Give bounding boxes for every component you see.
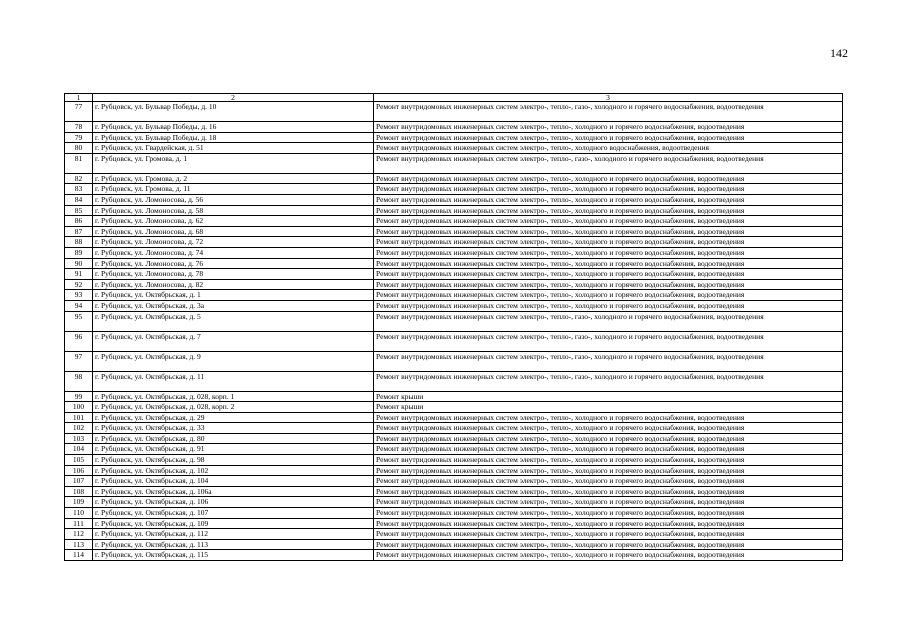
work-description-cell: Ремонт внутридомовых инженерных систем электро-, тепло-, холодного и горячего водоснабжения, водоотведения: [374, 205, 843, 216]
work-description-cell: Ремонт внутридомовых инженерных систем электро-, тепло-, холодного и горячего водоснабжения, водоотведения: [374, 173, 843, 184]
row-number-cell: 106: [65, 465, 93, 476]
address-cell: г. Рубцовск, ул. Октябрьская, д. 33: [93, 423, 374, 434]
row-number-cell: 97: [65, 351, 93, 371]
row-number-cell: 101: [65, 412, 93, 423]
work-description-cell: Ремонт внутридомовых инженерных систем электро-, тепло-, газо-, холодного и горячего водоснабжения, водоотведения: [374, 153, 843, 173]
address-cell: г. Рубцовск, ул. Октябрьская, д. 9: [93, 351, 374, 371]
work-description-cell: Ремонт внутридомовых инженерных систем электро-, тепло-, холодного и горячего водоснабжения, водоотведения: [374, 529, 843, 540]
work-description-cell: Ремонт внутридомовых инженерных систем электро-, тепло-, холодного и горячего водоснабжения, водоотведения: [374, 486, 843, 497]
table-row: [65, 290, 843, 301]
address-cell: г. Рубцовск, ул. Бульвар Победы, д. 16: [93, 122, 374, 133]
work-description-cell: Ремонт внутридомовых инженерных систем электро-, тепло-, холодного и горячего водоснабжения, водоотведения: [374, 247, 843, 258]
row-number-cell: 112: [65, 529, 93, 540]
address-cell: г. Рубцовск, ул. Октябрьская, д. 104: [93, 476, 374, 487]
table-row: [65, 102, 843, 122]
address-cell: г. Рубцовск, ул. Ломоносова, д. 68: [93, 226, 374, 237]
work-description-cell: Ремонт внутридомовых инженерных систем электро-, тепло-, холодного и горячего водоснабжения, водоотведения: [374, 423, 843, 434]
address-cell: г. Рубцовск, ул. Ломоносова, д. 74: [93, 247, 374, 258]
work-description-cell: Ремонт внутридомовых инженерных систем электро-, тепло-, газо-, холодного и горячего водоснабжения, водоотведения: [374, 331, 843, 351]
address-cell: г. Рубцовск, ул. Октябрьская, д. 106: [93, 497, 374, 508]
header-col-3: 3: [374, 94, 843, 102]
table-row: [65, 153, 843, 173]
table-row: [65, 391, 843, 402]
table-row: [65, 539, 843, 550]
table-row: [65, 279, 843, 290]
header-col-2: 2: [93, 94, 374, 102]
address-cell: г. Рубцовск, ул. Ломоносова, д. 76: [93, 258, 374, 269]
address-cell: г. Рубцовск, ул. Октябрьская, д. 112: [93, 529, 374, 540]
work-description-cell: Ремонт внутридомовых инженерных систем электро-, тепло-, холодного и горячего водоснабжения, водоотведения: [374, 184, 843, 195]
address-cell: г. Рубцовск, ул. Громова, д. 11: [93, 184, 374, 195]
work-description-cell: Ремонт внутридомовых инженерных систем электро-, тепло-, газо-, холодного и горячего водоснабжения, водоотведения: [374, 351, 843, 371]
work-description-cell: Ремонт внутридомовых инженерных систем электро-, тепло-, холодного и горячего водоснабжения, водоотведения: [374, 300, 843, 311]
work-description-cell: Ремонт внутридомовых инженерных систем электро-, тепло-, холодного и горячего водоснабжения, водоотведения: [374, 465, 843, 476]
table-row: [65, 237, 843, 248]
table-row: [65, 497, 843, 508]
address-cell: г. Рубцовск, ул. Октябрьская, д. 80: [93, 433, 374, 444]
address-cell: г. Рубцовск, ул. Октябрьская, д. 113: [93, 539, 374, 550]
address-cell: г. Рубцовск, ул. Ломоносова, д. 56: [93, 194, 374, 205]
row-number-cell: 109: [65, 497, 93, 508]
row-number-cell: 88: [65, 237, 93, 248]
work-description-cell: Ремонт внутридомовых инженерных систем электро-, тепло-, холодного и горячего водоснабжения, водоотведения: [374, 476, 843, 487]
row-number-cell: 94: [65, 300, 93, 311]
table-row: [65, 351, 843, 371]
table-row: [65, 423, 843, 434]
work-description-cell: Ремонт крыши: [374, 391, 843, 402]
repair-registry-table: [64, 93, 843, 561]
work-description-cell: Ремонт крыши: [374, 402, 843, 413]
row-number-cell: 78: [65, 122, 93, 133]
row-number-cell: 81: [65, 153, 93, 173]
row-number-cell: 99: [65, 391, 93, 402]
work-description-cell: Ремонт внутридомовых инженерных систем электро-, тепло-, холодного и горячего водоснабжения, водоотведения: [374, 550, 843, 561]
row-number-cell: 100: [65, 402, 93, 413]
row-number-cell: 87: [65, 226, 93, 237]
row-number-cell: 103: [65, 433, 93, 444]
row-number-cell: 80: [65, 143, 93, 154]
table-row: [65, 550, 843, 561]
work-description-cell: Ремонт внутридомовых инженерных систем электро-, тепло-, газо-, холодного и горячего водоснабжения, водоотведения: [374, 102, 843, 122]
work-description-cell: Ремонт внутридомовых инженерных систем электро-, тепло-, газо-, холодного и горячего водоснабжения, водоотведения: [374, 371, 843, 391]
row-number-cell: 82: [65, 173, 93, 184]
work-description-cell: Ремонт внутридомовых инженерных систем электро-, тепло-, холодного и горячего водоснабжения, водоотведения: [374, 269, 843, 280]
address-cell: г. Рубцовск, ул. Ломоносова, д. 72: [93, 237, 374, 248]
table-row: [65, 476, 843, 487]
address-cell: г. Рубцовск, ул. Ломоносова, д. 58: [93, 205, 374, 216]
table-row: [65, 311, 843, 331]
table-row: [65, 269, 843, 280]
table-row: [65, 412, 843, 423]
address-cell: г. Рубцовск, ул. Октябрьская, д. 107: [93, 508, 374, 519]
row-number-cell: 98: [65, 371, 93, 391]
row-number-cell: 93: [65, 290, 93, 301]
row-number-cell: 107: [65, 476, 93, 487]
address-cell: г. Рубцовск, ул. Октябрьская, д. 91: [93, 444, 374, 455]
table-row: [65, 465, 843, 476]
work-description-cell: Ремонт внутридомовых инженерных систем электро-, тепло-, холодного и горячего водоснабжения, водоотведения: [374, 194, 843, 205]
address-cell: г. Рубцовск, ул. Бульвар Победы, д. 10: [93, 102, 374, 122]
address-cell: г. Рубцовск, ул. Октябрьская, д. 109: [93, 518, 374, 529]
table-header-row: [65, 94, 843, 102]
work-description-cell: Ремонт внутридомовых инженерных систем электро-, тепло-, холодного и горячего водоснабжения, водоотведения: [374, 412, 843, 423]
work-description-cell: Ремонт внутридомовых инженерных систем электро-, тепло-, холодного и горячего водоснабжения, водоотведения: [374, 539, 843, 550]
row-number-cell: 113: [65, 539, 93, 550]
table-row: [65, 258, 843, 269]
work-description-cell: Ремонт внутридомовых инженерных систем электро-, тепло-, холодного и горячего водоснабжения, водоотведения: [374, 122, 843, 133]
table-row: [65, 529, 843, 540]
row-number-cell: 89: [65, 247, 93, 258]
row-number-cell: 102: [65, 423, 93, 434]
work-description-cell: Ремонт внутридомовых инженерных систем электро-, тепло-, холодного и горячего водоснабжения, водоотведения: [374, 237, 843, 248]
address-cell: г. Рубцовск, ул. Бульвар Победы, д. 18: [93, 132, 374, 143]
row-number-cell: 84: [65, 194, 93, 205]
work-description-cell: Ремонт внутридомовых инженерных систем электро-, тепло-, холодного и горячего водоснабжения, водоотведения: [374, 444, 843, 455]
address-cell: г. Рубцовск, ул. Октябрьская, д. 115: [93, 550, 374, 561]
row-number-cell: 83: [65, 184, 93, 195]
row-number-cell: 92: [65, 279, 93, 290]
row-number-cell: 95: [65, 311, 93, 331]
table-row: [65, 371, 843, 391]
row-number-cell: 104: [65, 444, 93, 455]
table-row: [65, 331, 843, 351]
row-number-cell: 79: [65, 132, 93, 143]
row-number-cell: 108: [65, 486, 93, 497]
address-cell: г. Рубцовск, ул. Октябрьская, д. 106а: [93, 486, 374, 497]
work-description-cell: Ремонт внутридомовых инженерных систем электро-, тепло-, холодного и горячего водоснабжения, водоотведения: [374, 433, 843, 444]
table-row: [65, 143, 843, 154]
table-row: [65, 518, 843, 529]
table-row: [65, 486, 843, 497]
table-row: [65, 184, 843, 195]
address-cell: г. Рубцовск, ул. Громова, д. 1: [93, 153, 374, 173]
address-cell: г. Рубцовск, ул. Ломоносова, д. 78: [93, 269, 374, 280]
work-description-cell: Ремонт внутридомовых инженерных систем электро-, тепло-, холодного и горячего водоснабжения, водоотведения: [374, 508, 843, 519]
address-cell: г. Рубцовск, ул. Ломоносова, д. 82: [93, 279, 374, 290]
work-description-cell: Ремонт внутридомовых инженерных систем электро-, тепло-, холодного и горячего водоснабжения, водоотведения: [374, 279, 843, 290]
address-cell: г. Рубцовск, ул. Октябрьская, д. 5: [93, 311, 374, 331]
row-number-cell: 114: [65, 550, 93, 561]
work-description-cell: Ремонт внутридомовых инженерных систем электро-, тепло-, холодного и горячего водоснабжения, водоотведения: [374, 518, 843, 529]
page-number: 142: [830, 46, 848, 60]
work-description-cell: Ремонт внутридомовых инженерных систем электро-, тепло-, холодного и горячего водоснабжения, водоотведения: [374, 258, 843, 269]
address-cell: г. Рубцовск, ул. Октябрьская, д. 29: [93, 412, 374, 423]
address-cell: г. Рубцовск, ул. Октябрьская, д. 98: [93, 455, 374, 466]
address-cell: г. Рубцовск, ул. Октябрьская, д. 11: [93, 371, 374, 391]
row-number-cell: 77: [65, 102, 93, 122]
table-row: [65, 122, 843, 133]
row-number-cell: 86: [65, 216, 93, 227]
table-row: [65, 194, 843, 205]
work-description-cell: Ремонт внутридомовых инженерных систем электро-, тепло-, холодного и горячего водоснабжения, водоотведения: [374, 497, 843, 508]
row-number-cell: 105: [65, 455, 93, 466]
table-row: [65, 455, 843, 466]
table-row: [65, 508, 843, 519]
table-row: [65, 226, 843, 237]
table-row: [65, 173, 843, 184]
work-description-cell: Ремонт внутридомовых инженерных систем электро-, тепло-, холодного и горячего водоснабжения, водоотведения: [374, 455, 843, 466]
address-cell: г. Рубцовск, ул. Гвардейская, д. 51: [93, 143, 374, 154]
table-row: [65, 402, 843, 413]
table-row: [65, 132, 843, 143]
table-row: [65, 433, 843, 444]
address-cell: г. Рубцовск, ул. Октябрьская, д. 028, корп. 1: [93, 391, 374, 402]
address-cell: г. Рубцовск, ул. Громова, д. 2: [93, 173, 374, 184]
header-col-1: 1: [65, 94, 93, 102]
address-cell: г. Рубцовск, ул. Октябрьская, д. 7: [93, 331, 374, 351]
table-body: [65, 94, 843, 561]
work-description-cell: Ремонт внутридомовых инженерных систем электро-, тепло-, холодного и горячего водоснабжения, водоотведения: [374, 216, 843, 227]
row-number-cell: 110: [65, 508, 93, 519]
address-cell: г. Рубцовск, ул. Ломоносова, д. 62: [93, 216, 374, 227]
address-cell: г. Рубцовск, ул. Октябрьская, д. 028, корп. 2: [93, 402, 374, 413]
address-cell: г. Рубцовск, ул. Октябрьская, д. 102: [93, 465, 374, 476]
row-number-cell: 91: [65, 269, 93, 280]
row-number-cell: 111: [65, 518, 93, 529]
table-row: [65, 205, 843, 216]
table-row: [65, 216, 843, 227]
table-row: [65, 247, 843, 258]
work-description-cell: Ремонт внутридомовых инженерных систем электро-, тепло-, холодного и горячего водоснабжения, водоотведения: [374, 290, 843, 301]
work-description-cell: Ремонт внутридомовых инженерных систем электро-, тепло-, холодного и горячего водоснабжения, водоотведения: [374, 132, 843, 143]
row-number-cell: 85: [65, 205, 93, 216]
table-row: [65, 300, 843, 311]
address-cell: г. Рубцовск, ул. Октябрьская, д. 1: [93, 290, 374, 301]
row-number-cell: 96: [65, 331, 93, 351]
work-description-cell: Ремонт внутридомовых инженерных систем электро-, тепло-, холодного водоснабжения, водоотведения: [374, 143, 843, 154]
work-description-cell: Ремонт внутридомовых инженерных систем электро-, тепло-, холодного и горячего водоснабжения, водоотведения: [374, 226, 843, 237]
address-cell: г. Рубцовск, ул. Октябрьская, д. 3а: [93, 300, 374, 311]
table-row: [65, 444, 843, 455]
row-number-cell: 90: [65, 258, 93, 269]
work-description-cell: Ремонт внутридомовых инженерных систем электро-, тепло-, газо-, холодного и горячего водоснабжения, водоотведения: [374, 311, 843, 331]
